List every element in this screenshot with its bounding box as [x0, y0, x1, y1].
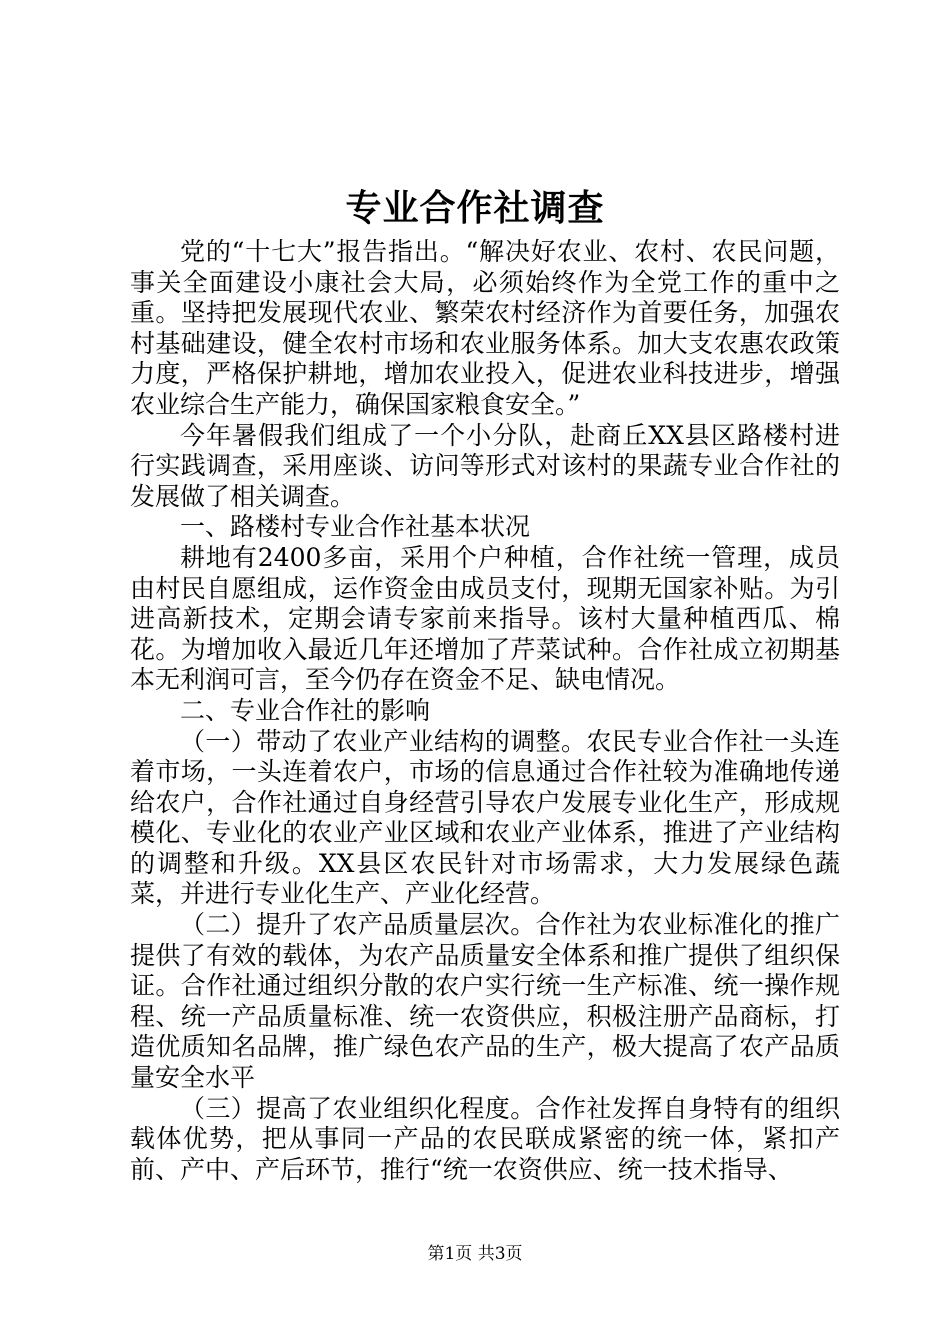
document-body — [130, 237, 840, 1185]
paragraph-influence-3: （三）提高了农业组织化程度。合作社发挥自身特有的组织载体优势，把从事同一产品的农民联成紧密的统一体，紧扣产前、产中、产后环节，推行“统一农资供应、统一技术指导、 — [130, 1093, 840, 1184]
paragraph-influence-1: （一）带动了农业产业结构的调整。农民专业合作社一头连着市场，一头连着农户，市场的信息通过合作社较为准确地传递给农户，合作社通过自身经营引导农户发展专业化生产，形成规模化、专业化的农业产业区域和农业产业体系，推进了产业结构的调整和升级。XX县区农民针对市场需求，大力发展绿色蔬菜，并进行专业化生产、产业化经营。 — [130, 726, 840, 909]
paragraph-intro-quote: 党的“十七大”报告指出。“解决好农业、农村、农民问题，事关全面建设小康社会大局，必须始终作为全党工作的重中之重。坚持把发展现代农业、繁荣农村经济作为首要任务，加强农村基础建设，健全农村市场和农业服务体系。加大支农惠农政策力度，严格保护耕地，增加农业投入，促进农业科技进步，增强农业综合生产能力，确保国家粮食安全。” — [130, 237, 840, 419]
section-heading-influence: 二、专业合作社的影响 — [180, 695, 431, 725]
paragraph-survey-background: 今年暑假我们组成了一个小分队，赴商丘XX县区路楼村进行实践调查，采用座谈、访问等形式对该村的果蔬专业合作社的发展做了相关调查。 — [130, 420, 840, 511]
page-footer: 第1页 共3页 — [427, 1244, 523, 1264]
document-title: 专业合作社调查 — [345, 187, 605, 229]
paragraph-influence-2: （二）提升了农产品质量层次。合作社为农业标准化的推广提供了有效的载体，为农产品质量安全体系和推广提供了组织保证。合作社通过组织分散的农户实行统一生产标准、统一操作规程、统一产品质量标准、统一农资供应，积极注册产品商标，打造优质知名品牌，推广绿色农产品的生产，极大提高了农产品质量安全水平 — [130, 910, 840, 1093]
section-heading-basic-status: 一、路楼村专业合作社基本状况 — [180, 512, 531, 542]
paragraph-basic-status: 耕地有2400多亩，采用个户种植，合作社统一管理，成员由村民自愿组成，运作资金由成员支付，现期无国家补贴。为引进高新技术，定期会请专家前来指导。该村大量种植西瓜、棉花。为增加收入最近几年还增加了芹菜试种。合作社成立初期基本无利润可言，至今仍存在资金不足、缺电情况。 — [130, 542, 840, 695]
